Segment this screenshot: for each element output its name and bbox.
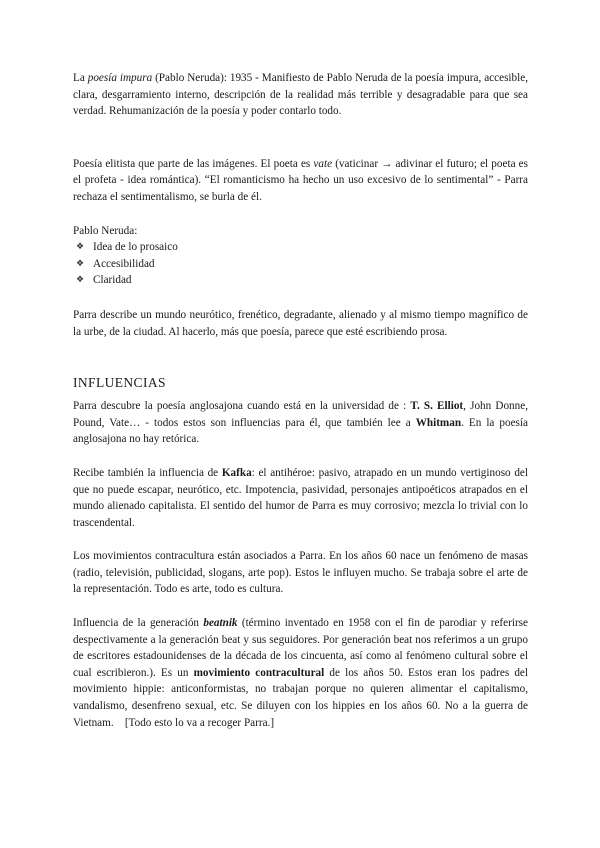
neruda-label: Pablo Neruda: (73, 224, 138, 237)
italic-term: vate (313, 157, 333, 170)
bold-name: Whitman (415, 416, 462, 429)
paragraph-anglosajona (73, 398, 528, 448)
text-span: (término inventado en 1958 con el fin de parodiar y referirse despectivamente a la generación beat y sus seguidores. Por generación beat nos referimos a un grupo de escritores estadounidenses de la década de los cincuenta, así como al fenómeno cultural sobre el cual escribieron.). Es un (73, 617, 528, 679)
section-heading: INFLUENCIAS (73, 375, 166, 391)
diamond-bullet-icon: ❖ (76, 275, 85, 286)
list-item (73, 272, 528, 289)
bold-name: Kafka (221, 466, 252, 479)
paragraph-contracultura: Los movimientos contracultura están asociados a Parra. En los años 60 nace un fenómeno de masas (radio, televisión, publicidad, slogans, arte pop). Estos le influyen mucho. Se trabaja sobre el arte de la representación. Todo es arte, todo es cultura. (73, 550, 528, 596)
text-span: Parra descubre la poesía anglosajona cuando está en la universidad de : (73, 400, 411, 413)
bold-name: T. S. Elliot (410, 400, 464, 413)
bold-italic-term: beatnik (203, 617, 238, 630)
diamond-bullet-icon: ❖ (76, 242, 85, 253)
text-span: Poesía elitista que parte de las imágenes. El poeta es (73, 157, 314, 170)
paragraph-kafka (73, 465, 528, 531)
list-item-label: Claridad (93, 274, 132, 287)
text-span: (vaticinar → adivinar el futuro; el poeta es el profeta - idea romántica). “El romanticismo ha hecho un uso excesivo de lo sentimental” - Parra rechaza el sentimentalismo, se burla de él. (73, 157, 528, 203)
text-span: (Pablo Neruda): 1935 - Manifiesto de Pablo Neruda de la poesía impura, accesible, clara, desgarramiento interno, descripción de la realidad más terrible y desagradable para que sea verdad. Rehumanización de la poesía y poder contarlo todo. (73, 72, 528, 118)
text-span: . En la poesía anglosajona no hay retórica. (73, 416, 528, 446)
list-item (73, 239, 528, 256)
neruda-list (73, 239, 528, 289)
list-item (73, 256, 528, 273)
text-span: de los años 50. Estos eran los padres del movimiento hippie: anticonformistas, no trabajan porque no quieren alimentar el capitalismo, vandalismo, desenfreno sexual, etc. Se diluyen con los hippies en los años 60. No a la guerra de Vietnam. [Todo esto lo va a recoger Parra.] (73, 666, 531, 729)
list-item-label: Idea de lo prosaico (93, 241, 178, 254)
text-span: Influencia de la generación (73, 617, 204, 630)
paragraph-vate (73, 156, 528, 206)
list-item-label: Accesibilidad (93, 257, 155, 270)
paragraph-urbe: Parra describe un mundo neurótico, frenético, degradante, alienado y al mismo tiempo magnífico de la urbe, de la ciudad. Al hacerlo, más que poesía, parece que esté escribiendo prosa. (73, 308, 528, 338)
text-span: Recibe también la influencia de (73, 466, 222, 479)
diamond-bullet-icon: ❖ (76, 258, 85, 269)
text-span: , John Donne, Pound, Vate… - todos estos son influencias para él, que también lee a (73, 400, 528, 429)
text-span: La (73, 72, 88, 84)
text-span: : el antihéroe: pasivo, atrapado en un mundo vertiginoso del que no puede escapar, neurótico, etc. Impotencia, pasividad, personajes antipoéticos atrapados en el mundo alienado capitalista. El sentido del humor de Parra es muy corrosivo; mezcla lo trivial con lo trascendental. (73, 466, 528, 529)
bold-term: movimiento contracultural (193, 666, 325, 679)
paragraph-beatnik (73, 615, 531, 731)
italic-term: poesía impura (87, 72, 153, 84)
document-body (73, 70, 531, 731)
paragraph-poesia-impura (73, 70, 528, 120)
